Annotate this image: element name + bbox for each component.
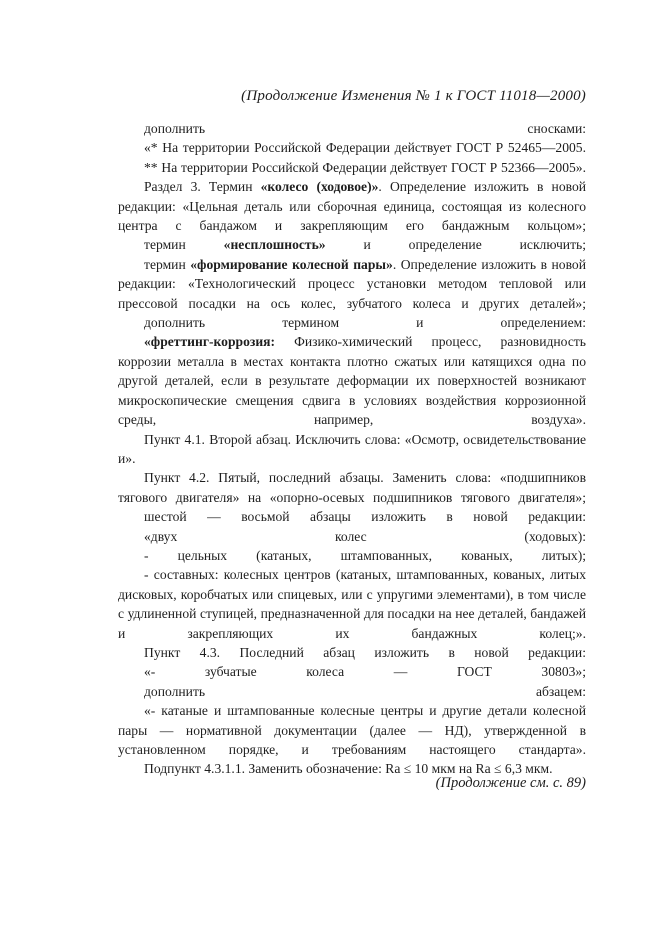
paragraph — [118, 468, 586, 507]
body-text — [118, 119, 586, 779]
text-run: Подпункт 4.3.1.1. Заменить обозначение: Ra ≤ 10 мкм на Ra ≤ 6,3 мкм. — [144, 761, 553, 777]
text-run: Пункт 4.3. Последний абзац изложить в новой редакции: — [144, 644, 586, 660]
text-run: «- катаные и штампованные колесные центры и другие детали колесной пары — нормативной документации (далее — НД), утвержденной в установленном порядке, и требованиям настоящего стандарта». — [118, 703, 586, 757]
paragraph — [118, 158, 586, 177]
text-run: «двух колес (ходовых): — [144, 528, 586, 544]
page-footer: (Продолжение см. с. 89) — [435, 775, 586, 791]
text-run: - цельных (катаных, штампованных, кованых, литых); — [144, 547, 586, 563]
paragraph — [118, 701, 586, 759]
paragraph — [118, 119, 586, 138]
paragraph — [118, 430, 586, 469]
paragraph — [118, 527, 586, 546]
paragraph — [118, 235, 586, 254]
text-run: Пункт 4.1. Второй абзац. Исключить слова: «Осмотр, освидетельствование и». — [118, 431, 586, 466]
text-run: - составных: колесных центров (катаных, штампованных, кованых, литых дисковых, коробчатых или спицевых, или с упругими элементами), в том числе с удлиненной ступицей, предназначенной для посадки на нее деталей, бандажей и закрепляющих их бандажных колец;». — [118, 567, 586, 641]
paragraph — [118, 313, 586, 332]
bold-term: «колесо (ходовое)» — [260, 179, 379, 195]
paragraph — [118, 177, 586, 235]
paragraph — [118, 662, 586, 681]
bold-term: «фреттинг-коррозия: — [144, 334, 276, 350]
paragraph — [118, 643, 586, 662]
text-run: Пункт 4.2. Пятый, последний абзацы. Заменить слова: «подшипников тягового двигателя» на «опорно-осевых подшипников тягового двигателя»; — [118, 470, 586, 505]
text-run: Физико-химический процесс, разновидность коррозии металла в местах контакта плотно сжатых или катящихся одна по другой деталей, если в результате деформации их поверхностей возникают микроскопические смещения сдвига в условиях воздействия коррозионной среды, например, воздуха». — [118, 334, 586, 428]
bold-term: «несплошность» — [223, 237, 326, 253]
text-run: дополнить сносками: — [144, 121, 586, 136]
paragraph — [118, 546, 586, 565]
text-run: ** На территории Российской Федерации действует ГОСТ Р 52366—2005». — [144, 159, 586, 175]
paragraph — [118, 565, 586, 643]
text-run: и определение исключить; — [325, 237, 587, 253]
text-run: Раздел 3. Термин — [144, 179, 261, 195]
text-run: . Определение изложить в новой редакции: «Технологический процесс установки методом тепловой или прессовой посадки на ось колес, зубчатого колеса и других деталей»; — [118, 256, 586, 311]
bold-term: «формирование колесной пары» — [190, 256, 393, 272]
text-run: термин — [144, 256, 191, 272]
paragraph — [118, 332, 586, 429]
paragraph — [118, 682, 586, 701]
page-header: (Продолжение Изменения № 1 к ГОСТ 11018—2000) — [241, 88, 586, 104]
paragraph — [118, 507, 586, 526]
text-run: термин — [144, 237, 224, 253]
text-run: дополнить абзацем: — [144, 683, 586, 699]
paragraph — [118, 138, 586, 157]
text-run: «- зубчатые колеса — ГОСТ 30803»; — [144, 664, 586, 680]
paragraph — [118, 255, 586, 313]
text-run: . Определение изложить в новой редакции: «Цельная деталь или сборочная единица, состоящая из колесного центра с бандажом и закрепляющим его бандажным кольцом»; — [118, 179, 587, 234]
text-run: шестой — восьмой абзацы изложить в новой редакции: — [144, 509, 586, 525]
text-run: «* На территории Российской Федерации действует ГОСТ Р 52465—2005. — [144, 140, 586, 156]
text-run: дополнить термином и определением: — [144, 315, 586, 331]
